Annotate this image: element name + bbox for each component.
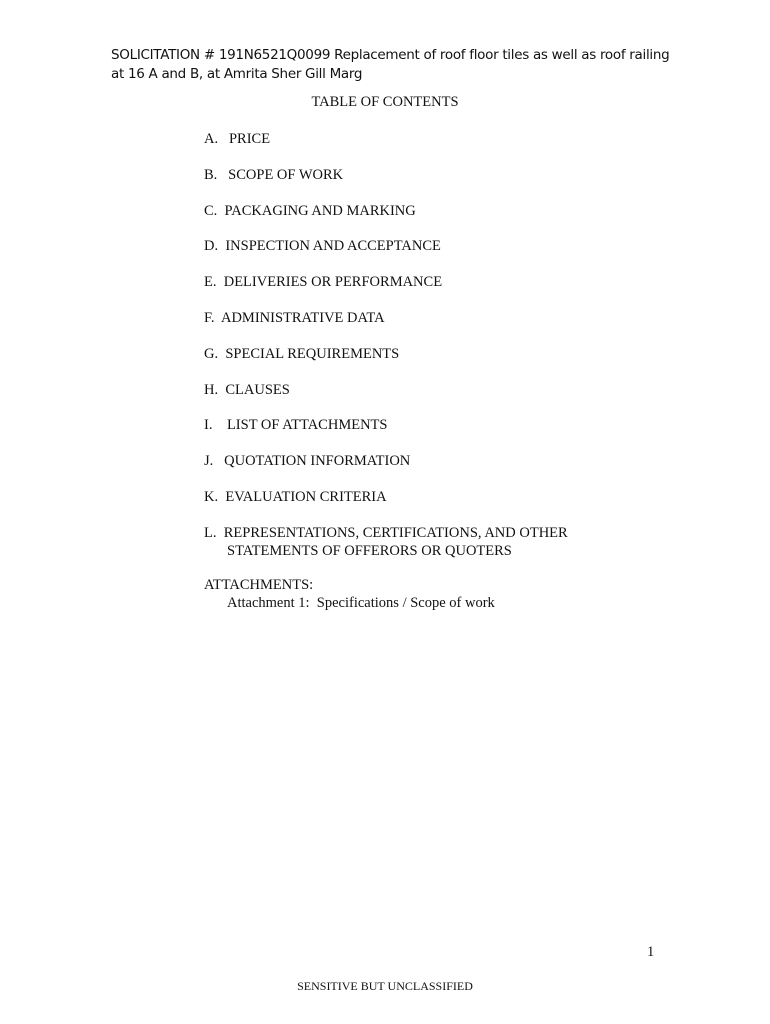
toc-item-administrative-data [204,309,568,327]
attachments-heading: ATTACHMENTS: [204,577,314,593]
toc-item-label: H. CLAUSES [204,381,290,398]
toc-item-evaluation-criteria [204,488,568,506]
toc-item-inspection-and-acceptance [204,237,568,255]
toc-item-label: B. SCOPE OF WORK [204,166,344,183]
toc-item-label: K. EVALUATION CRITERIA [204,488,387,505]
toc-item-label: C. PACKAGING AND MARKING [204,202,416,219]
toc-item-continuation: STATEMENTS OF OFFERORS OR QUOTERS [227,542,512,559]
toc-item-label: J. QUOTATION INFORMATION [204,453,411,470]
toc-item-quotation-information [204,452,568,470]
toc-item-packaging-and-marking [204,202,568,220]
toc-list [204,130,568,578]
attachment-item: Attachment 1: Specifications / Scope of work [227,595,495,611]
toc-item-deliveries-or-performance [204,273,568,291]
attachments-section [204,576,495,612]
toc-title: TABLE OF CONTENTS [311,94,459,110]
toc-item-scope-of-work [204,166,568,184]
toc-item-price [204,130,568,148]
toc-item-label: G. SPECIAL REQUIREMENTS [204,345,400,362]
page-number: 1 [647,944,655,960]
toc-item-special-requirements [204,345,568,363]
toc-item-label: I. LIST OF ATTACHMENTS [204,417,388,434]
toc-item-label: L. REPRESENTATIONS, CERTIFICATIONS, AND OTHER [204,524,568,541]
toc-item-label: A. PRICE [204,131,271,147]
solicitation-header: SOLICITATION # 191N6521Q0099 Replacement of roof floor tiles as well as roof railing at 16 A and B, at Amrita Sher Gill Marg [111,47,670,82]
toc-item-label: D. INSPECTION AND ACCEPTANCE [204,238,441,255]
toc-item-label: F. ADMINISTRATIVE DATA [204,309,385,326]
toc-item-clauses [204,381,568,399]
toc-item-label: E. DELIVERIES OR PERFORMANCE [204,274,443,291]
toc-item-representations [204,524,568,560]
classification-footer: SENSITIVE BUT UNCLASSIFIED [297,979,473,993]
toc-item-list-of-attachments [204,416,568,434]
